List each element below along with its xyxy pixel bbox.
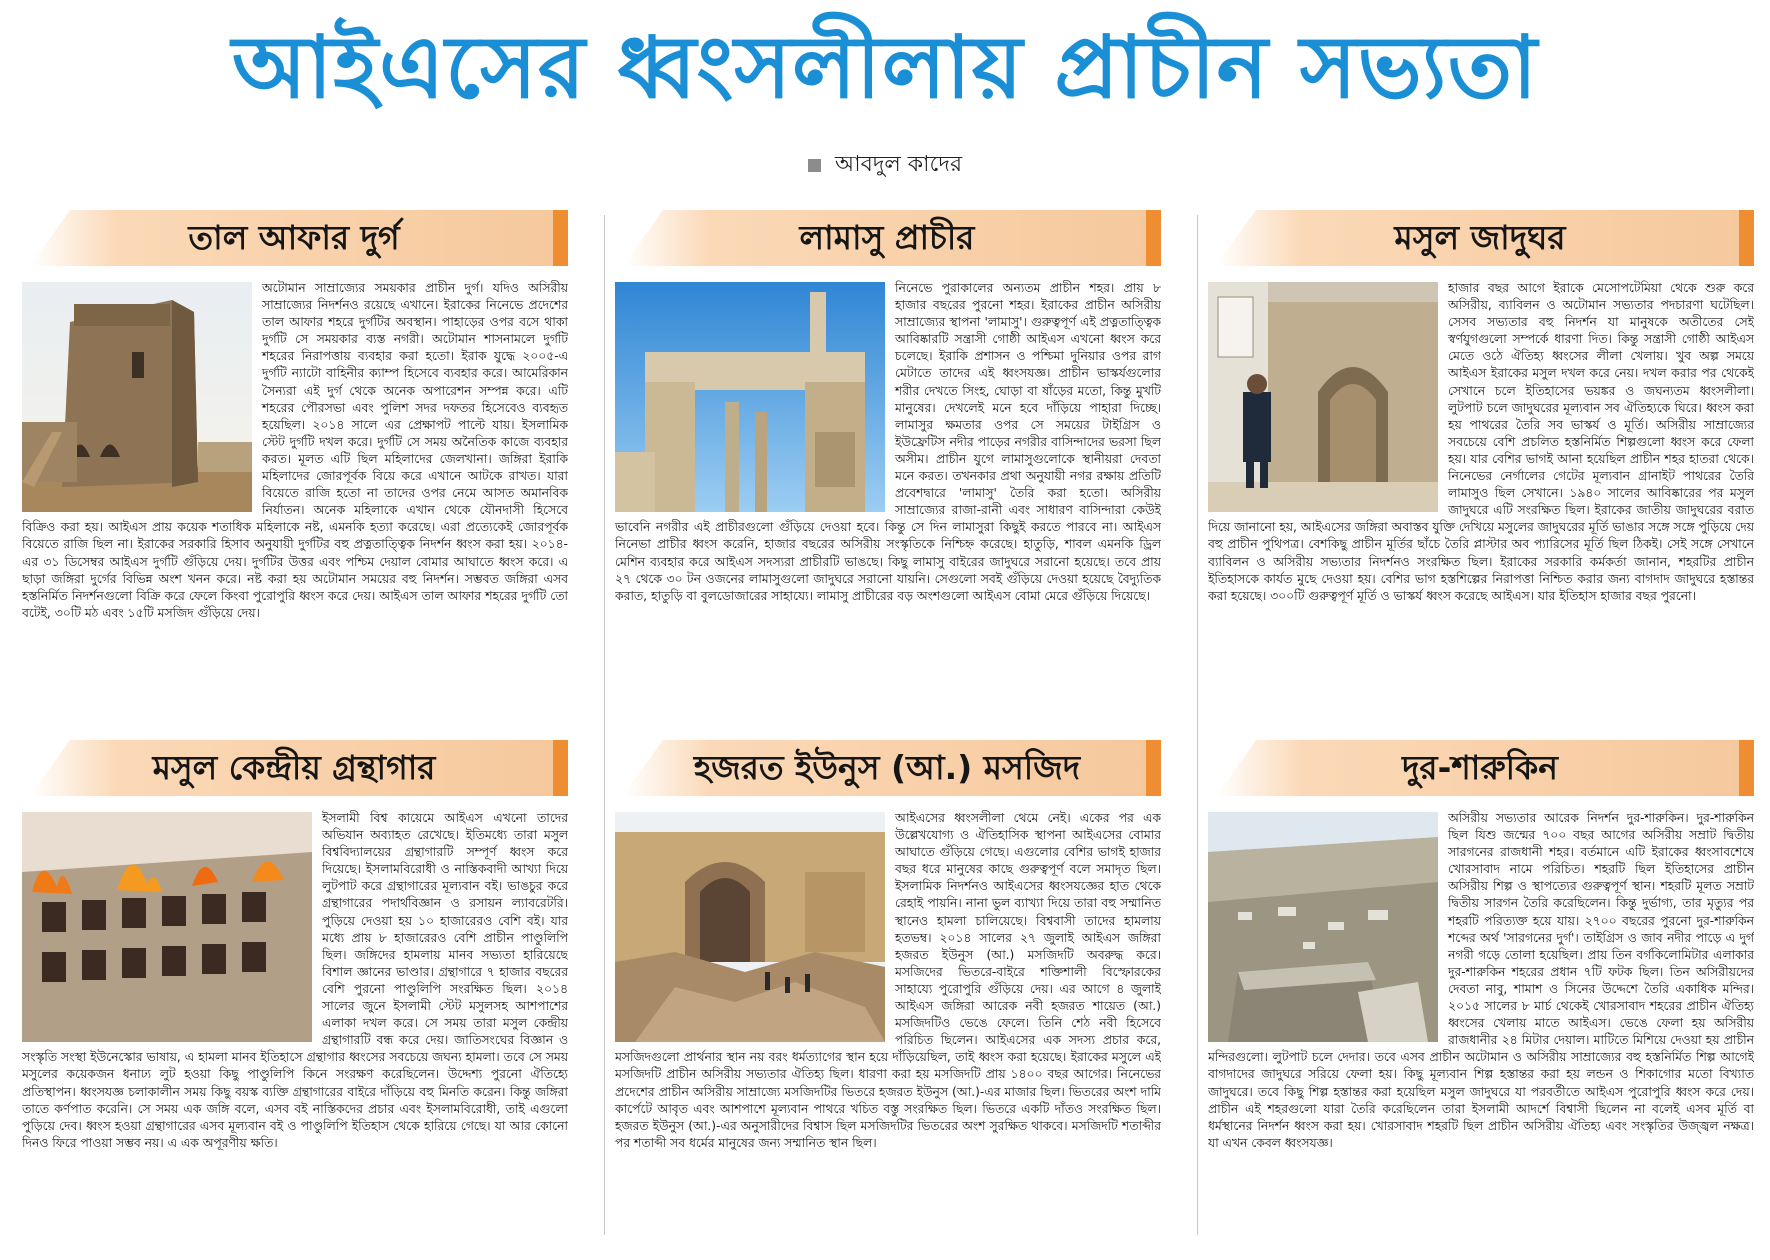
article-body	[615, 280, 1161, 605]
article-heading-band	[1216, 740, 1754, 796]
article-tal-afar-fort	[22, 210, 568, 730]
lamassu-gate-photo	[615, 282, 885, 512]
article-body	[22, 280, 568, 622]
article-title: হজরত ইউনুস (আ.) মসজিদ	[693, 748, 1081, 787]
article-title: তাল আফার দুর্গ	[188, 218, 400, 257]
article-text: হাজার বছর আগে ইরাকে মেসোপটেমিয়া থেকে শুরু করে অসিরীয়, ব্যাবিলন ও অটোমান সভ্যতার পদচারণা ঘটেছিল। সেসব সভ্যতার বহু নিদর্শন যা মানুষকে অতীতের সেই স্বর্ণযুগগুলো সম্পর্কে ধারণা দিত। কিন্তু সন্ত্রাসী গোষ্ঠী আইএস মেতে ওঠে ঐতিহ্য ধ্বংসের লীলা খেলায়। খুব অল্প সময়ে আইএস ইরাকের মসুল দখল করে নেয়। দখল করার পর থেকেই সেখানে চলে ইতিহাসের ভয়ঙ্কর ও জঘন্যতম ধ্বংসলীলা। লুটপাট চলে জাদুঘরের মূল্যবান সব ঐতিহ্যকে ঘিরে। ধ্বংস করা হয় পাথরের তৈরি সব ভাস্কর্য ও মূর্তি। অসিরীয় সাম্রাজ্যের সবচেয়ে বেশি প্রচলিত হস্তনির্মিত শিল্পগুলো ধ্বংস করে ফেলা হয়। যার বেশির ভাগই আনা হয়েছিল প্রাচীন শহর হাতরা থেকে। নিনেভের নের্গালের গেটের মূল্যবান গ্রানাইট পাথরের তৈরি লামাসুও ছিল সেখানে। ১৯৪০ সালের আবিষ্কারের পর মসুল জাদুঘরে এটি সংরক্ষিত ছিল। ইরাকের জাতীয় জাদুঘরের বরাত দিয়ে জানানো হয়, আইএসের জঙ্গিরা অবাস্তব যুক্তি দেখিয়ে মসুলের জাদুঘরের মূর্তি ভাঙার সঙ্গে সঙ্গে পুড়িয়ে দেয় বহু প্রাচীন পুথিপত্র। বেশকিছু প্রাচীন মূর্তির ছাঁচে তৈরি প্লাস্টার অব প্যারিসের মূর্তি ছিল ঠিকই। সেই সঙ্গে সেখানে ব্যাবিলন ও অসিরীয় সভ্যতার নিদর্শনও সংরক্ষিত ছিল। ইরাকের সরকারি কর্মকর্তা জানান, শহরটির প্রাচীন ইতিহাসকে কার্যত মুছে দেওয়া হয়। বেশির ভাগ হস্তশিল্পের নিরাপত্তা নিশ্চিত করার জন্য বাগদাদ জাদুঘরে হস্তান্তর করা হয়েছে। ৩০০টি গুরুত্বপূর্ণ মূর্তি ও ভাস্কর্য ধ্বংস করেছে আইএস। যার ইতিহাস হাজার বছর পুরনো।	[1208, 281, 1754, 603]
article-heading-band	[623, 210, 1161, 266]
article-heading-band	[30, 740, 568, 796]
mosque-ruins-photo	[615, 812, 885, 1042]
byline-author: আবদুল কাদের	[834, 152, 963, 177]
article-mosul-central-library	[22, 740, 568, 1260]
fortress-photo	[22, 282, 252, 512]
column-divider	[1197, 215, 1198, 1235]
byline-square-icon	[808, 159, 821, 172]
article-prophet-yunus-mosque	[615, 740, 1161, 1260]
headline: আইএসের ধ্বংসলীলায় প্রাচীন সভ্যতা	[231, 18, 1539, 118]
article-body	[1208, 280, 1754, 605]
ruins-field-photo	[1208, 812, 1438, 1042]
article-title: মসুল জাদুঘর	[1394, 218, 1566, 257]
article-heading-band	[1216, 210, 1754, 266]
museum-photo	[1208, 282, 1438, 512]
article-text: অসিরীয় সভ্যতার আরেক নিদর্শন দুর-শারুকিন। দুর-শারুকিন ছিল যিশু জন্মের ৭০০ বছর আগের অসিরীয় সম্রাট দ্বিতীয় সারগনের রাজধানী শহর। বর্তমানে এটি ইরাকের ধ্বংসাবশেষে খোরসাবাদ নামে পরিচিত। শহরটি ছিল ইতিহাসের প্রাচীন অসিরীয় শিল্প ও স্থাপত্যের গুরুত্বপূর্ণ স্থান। শহরটি মূলত সম্রাট দ্বিতীয় সারগন তৈরি করেছিলেন। কিন্তু দুর্ভাগ্য, তার মৃত্যুর পর শহরটি পরিত্যক্ত হয়ে যায়। ২৭০০ বছরের পুরনো দুর-শারুকিন শব্দের অর্থ 'সারগনের দুর্গ'। তাইগ্রিস ও জাব নদীর পাড়ে এ দুর্গ নগরী গড়ে তোলা হয়েছিল। প্রায় তিন বর্গকিলোমিটার এলাকার দুর-শারুকিন শহরের প্রধান ৭টি ফটক ছিল। তিন অসিরীয়দের দেবতা নাবু, শামাশ ও সিনের উদ্দেশে তৈরি একাধিক মন্দির। ২০১৫ সালের ৮ মার্চ থেকেই খোরসাবাদ শহরের প্রাচীন ঐতিহ্য ধ্বংসের খেলায় মাতে আইএস। ভেঙে ফেলা হয় অসিরীয় রাজধানীর ২৪ মিটার দেয়াল। মাটিতে মিশিয়ে দেওয়া হয় প্রাচীন মন্দিরগুলো। লুটপাট চলে দেদার। তবে এসব প্রাচীন অটোমান ও অসিরীয় সাম্রাজ্যের বহু হস্তনির্মিত শিল্প আগেই বাগদাদের জাদুঘরে সরিয়ে ফেলা হয়। কিছু মূল্যবান শিল্প হস্তান্তর করা হয় লন্ডন ও শিকাগোর মতো বিখ্যাত জাদুঘরে। তবে কিছু শিল্প হস্তান্তর করা হয়েছিল মসুল জাদুঘরে যা পরবর্তীতে আইএস পুরোপুরি ধ্বংস করে দেয়। প্রাচীন এই শহরগুলো যারা তৈরি করেছিলেন তারা ইসলামী আদর্শে বিশ্বাসী ছিলেন না বলেই এসব মূর্তি বা ধর্মস্থানের নিদর্শন ধ্বংস করা হয়। খোরসাবাদ শহরটি ছিল প্রাচীন অসিরীয় ঐতিহ্য এবং সংস্কৃতির উজ্জ্বল নক্ষত্র। যা এখন কেবল ধ্বংসযজ্ঞ।	[1208, 811, 1754, 1150]
article-body	[22, 810, 568, 1152]
article-mosul-museum	[1208, 210, 1754, 730]
article-title: মসুল কেন্দ্রীয় গ্রন্থাগার	[152, 748, 436, 787]
article-title: দুর-শারুকিন	[1402, 748, 1558, 787]
article-title: লামাসু প্রাচীর	[799, 218, 975, 257]
library-fire-photo	[22, 812, 312, 1042]
article-dur-sharrukin	[1208, 740, 1754, 1260]
article-text: ইসলামী বিশ্ব কায়েমে আইএস এখনো তাদের অভিযান অব্যাহত রেখেছে। ইতিমধ্যে তারা মসুল বিশ্ববিদ্যালয়ের গ্রন্থাগারটি সম্পূর্ণ ধ্বংস করে দিয়েছে। ইসলামবিরোধী ও নাস্তিকবাদী আখ্যা দিয়ে লুটপাট করে গ্রন্থাগারের মূল্যবান বই। ভাঙচুর করে গ্রন্থাগারের পদার্থবিজ্ঞান ও রসায়ন ল্যাবরেটরি। পুড়িয়ে দেওয়া হয় ১০ হাজারেরও বেশি বই। যার মধ্যে প্রায় ৮ হাজারেরও বেশি প্রাচীন পাণ্ডুলিপি ছিল। জঙ্গিদের হামলায় মানব সভ্যতা হারিয়েছে বিশাল জ্ঞানের ভাণ্ডার। গ্রন্থাগারে ৭ হাজার বছরের বেশি পুরনো পাণ্ডুলিপি সংরক্ষিত ছিল। ২০১৪ সালের জুনে ইসলামী স্টেট মসুলসহ আশপাশের এলাকা দখল করে। সে সময় তারা মসুল কেন্দ্রীয় গ্রন্থাগারটি বন্ধ করে দেয়। জাতিসংঘের বিজ্ঞান ও সংস্কৃতি সংস্থা ইউনেস্কোর ভাষায়, এ হামলা মানব ইতিহাসে গ্রন্থাগার ধ্বংসের সবচেয়ে জঘন্য হামলা। তবে সে সময় মসুলের কয়েকজন ধনাঢ্য লুট হওয়া কিছু পাণ্ডুলিপি কিনে সংরক্ষণ করেছিলেন। উদ্দেশ্য পুরনো ঐতিহ্যে প্রতিস্থাপন। ধ্বংসযজ্ঞ চলাকালীন সময় কিছু বয়স্ক ব্যক্তি গ্রন্থাগারের বাইরে দাঁড়িয়ে বহু মিনতি করেন। কিন্তু জঙ্গিরা তাতে কর্ণপাত করেনি। সে সময় এক জঙ্গি বলে, এসব বই নাস্তিকদের প্রচার এবং ইসলামবিরোধী, তাই এগুলো পুড়িয়ে দেব। ধ্বংস হওয়া গ্রন্থাগারের এসব মূল্যবান বই ও পাণ্ডুলিপি ইতিহাস থেকে হারিয়ে গেছে। যা আর কোনো দিনও ফিরে পাওয়া সম্ভব নয়। এ এক অপূরণীয় ক্ষতি।	[22, 811, 568, 1150]
byline	[0, 150, 1770, 180]
article-body	[615, 810, 1161, 1152]
article-text: আইএসের ধ্বংসলীলা থেমে নেই। একের পর এক উল্লেখযোগ্য ও ঐতিহাসিক স্থাপনা আইএসের বোমার আঘাতে গুঁড়িয়ে গেছে। এগুলোর বেশির ভাগই হাজার বছর ধরে মানুষের কাছে গুরুত্বপূর্ণ বলে সমাদৃত ছিল। ইসলামিক নিদর্শনও আইএসের ধ্বংসযজ্ঞের হাত থেকে রেহাই পায়নি। নানা ভুল ব্যাখ্যা দিয়ে তারা বহু সম্মানিত স্থানেও হামলা চালিয়েছে। বিশ্ববাসী তাদের হামলায় হতভম্ব। ২০১৪ সালের ২৭ জুলাই আইএস জঙ্গিরা হজরত ইউনুস (আ.) মসজিদটি অবরুদ্ধ করে। মসজিদের ভিতরে-বাইরে শক্তিশালী বিস্ফোরকের সাহায্যে পুরোপুরি গুঁড়িয়ে দেয়। এর আগে ৪ জুলাই আইএস জঙ্গিরা আরেক নবী হজরত শায়েত (আ.) মসজিদটিও ভেঙে ফেলে। তিনি শেঠ নবী হিসেবে পরিচিত ছিলেন। আইএসের এক সদস্য প্রচার করে, মসজিদগুলো প্রার্থনার স্থান নয় বরং ধর্মত্যাগের স্থান হয়ে দাঁড়িয়েছিল, তাই ধ্বংস করা হয়েছে। ইরাকের মসুলে এই মসজিদটি প্রাচীন অসিরীয় সভ্যতার ঐতিহ্য ছিল। ধারণা করা হয় মসজিদটি প্রায় ১৪০০ বছর আগের। নিনেভের প্রদেশের প্রাচীন অসিরীয় সাম্রাজ্যে মসজিদটির ভিতরে হজরত ইউনুস (আ.)-এর মাজার ছিল। ভিতরের অংশ দামি কার্পেটে আবৃত এবং আশপাশে মূল্যবান পাথরে খচিত বস্তু সংরক্ষিত ছিল। ভিতরে একটি দাঁতও সংরক্ষিত ছিল। হজরত ইউনুস (আ.)-এর অনুসারীদের বিশ্বাস ছিল মসজিদটির ভিতরের অংশ সুরক্ষিত থাকবে। মসজিদটি শতাব্দীর পর শতাব্দী সব ধর্মের মানুষের জন্য সম্মানিত স্থান ছিল।	[615, 811, 1161, 1150]
article-text: নিনেভে পুরাকালের অন্যতম প্রাচীন শহর। প্রায় ৮ হাজার বছরের পুরনো শহর। ইরাকের প্রাচীন অসিরীয় সাম্রাজ্যের স্থাপনা 'লামাসু'। গুরুত্বপূর্ণ এই প্রত্নতাত্ত্বিক আবিষ্কারটি সন্ত্রাসী গোষ্ঠী আইএস এখনো ধ্বংস করে চলেছে। ইরাকি প্রশাসন ও পশ্চিমা দুনিয়ার ওপর রাগ মেটাতে তাদের এই ধ্বংসযজ্ঞ। প্রাচীন ভাস্কর্যগুলোর শরীর দেখতে সিংহ, ঘোড়া বা ষাঁড়ের মতো, কিন্তু মুখটি মানুষের। দেখলেই মনে হবে দাঁড়িয়ে পাহারা দিচ্ছে। লামাসুর ক্ষমতার ওপর সে সময়ের টাইগ্রিস ও ইউফ্রেটিস নদীর পাড়ের নগরীর বাসিন্দাদের ভরসা ছিল অসীম। প্রাচীন যুগে লামাসুগুলোকে স্থানীয়রা দেবতা মনে করত। তখনকার প্রথা অনুযায়ী নগর রক্ষায় প্রতিটি প্রবেশদ্বারে 'লামাসু' তৈরি করা হতো। অসিরীয় সাম্রাজ্যের রাজা-রানী এবং সাধারণ বাসিন্দারা কেউই ভাবেনি নগরীর এই প্রাচীরগুলো গুঁড়িয়ে দেওয়া হবে। কিন্তু সে দিন লামাসুরা কিছুই করতে পারবে না। আইএস নিনেভা প্রাচীর ধ্বংস করেনি, হাজার বছরের অসিরীয় সংস্কৃতিকে নিশ্চিহ্ন করেছে। হাতুড়ি, শাবল এমনকি ড্রিল মেশিন ব্যবহার করে আইএস সদস্যরা প্রাচীরটি ভাঙছে। কিছু লামাসু বাইরের জাদুঘরে সরানো হয়েছে। তবে প্রায় ২৭ থেকে ৩০ টন ওজনের লামাসুগুলো জাদুঘরে সরানো যায়নি। সেগুলো সবই গুঁড়িয়ে দেওয়া হয়েছে বৈদ্যুতিক করাত, হাতুড়ি বা বুলডোজারের সাহায্যে। লামাসু প্রাচীরের বড় অংশগুলো আইএস বোমা মেরে গুঁড়িয়ে দিয়েছে।	[615, 281, 1161, 603]
article-text: অটোমান সাম্রাজ্যের সময়কার প্রাচীন দুর্গ। যদিও অসিরীয় সাম্রাজ্যের নিদর্শনও রয়েছে এখানে। ইরাকের নিনেভে প্রদেশের তাল আফার শহরে দুর্গটির অবস্থান। পাহাড়ের ওপর বসে থাকা দুর্গটি সে সময়কার ব্যস্ত নগরী। অটোমান শাসনামলে দুর্গটি শহরের নিরাপত্তায় ব্যবহার করা হতো। ইরাক যুদ্ধে ২০০৫-এ দুর্গটি ন্যাটো বাহিনীর ক্যাম্প হিসেবে ব্যবহার করে। আমেরিকান সৈন্যরা এই দুর্গ থেকে অনেক অপারেশন সম্পন্ন করে। এটি শহরের পৌরসভা এবং পুলিশ সদর দফতর হিসেবেও ব্যবহৃত হয়েছিল। ২০১৪ সালে এর প্রেক্ষাপট পাল্টে যায়। ইসলামিক স্টেট দুর্গটি দখল করে। দুর্গটি সে সময় অনৈতিক কাজে ব্যবহার করত। মূলত এটি ছিল মহিলাদের জেলখানা। জঙ্গিরা ইরাকি মহিলাদের জোরপূর্বক বিয়ে করে এখানে আটকে রাখত। যারা বিয়েতে রাজি হতো না তাদের ওপর নেমে আসত অমানবিক নির্যাতন। অনেক মহিলাকে এখান থেকে যৌনদাসী হিসেবে বিক্রিও করা হয়। আইএস প্রায় কয়েক শতাধিক মহিলাকে নষ্ট, এমনকি হত্যা করেছে। এরা প্রত্যেকেই জোরপূর্বক বিয়েতে রাজি ছিল না। ইরাকের সরকারি হিসাব অনুযায়ী দুর্গটির বহু প্রত্নতাত্ত্বিক নিদর্শন ধ্বংস করা হয়। ২০১৪-এর ৩১ ডিসেম্বর আইএস দুর্গটি গুঁড়িয়ে দেয়। দুর্গটির উত্তর এবং পশ্চিম দেয়াল বোমার আঘাতে ধ্বংস করে। এ ছাড়া জঙ্গিরা দুর্গের বিভিন্ন অংশ খনন করে। নষ্ট করা হয় অটোমান সময়ের বহু নিদর্শন। সম্ভবত জঙ্গিরা এসব হস্তনির্মিত নিদর্শনগুলো বিক্রি করে ফেলে কিংবা পুরোপুরি ধ্বংস করে দেয়। আইএস তাল আফার শহরের দুর্গটি তো বটেই, ৩০টি মঠ এবং ১৫টি মসজিদ গুঁড়িয়ে দেয়।	[22, 281, 568, 620]
column-divider	[604, 215, 605, 1235]
article-lamassu-wall	[615, 210, 1161, 730]
article-heading-band	[30, 210, 568, 266]
article-heading-band	[623, 740, 1161, 796]
article-body	[1208, 810, 1754, 1152]
